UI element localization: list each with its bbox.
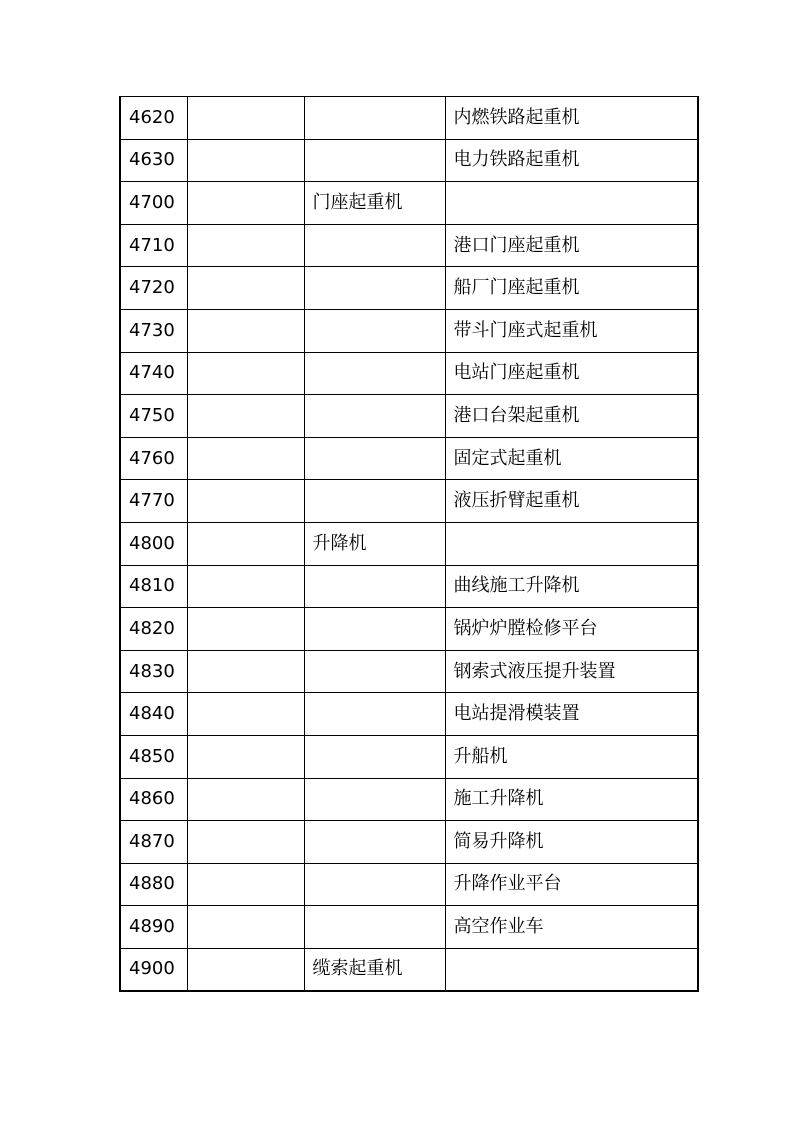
variety-cell: 简易升降机 [445, 821, 698, 864]
category-cell [187, 182, 304, 225]
table-row [120, 650, 698, 693]
category-cell [187, 352, 304, 395]
type-cell [304, 97, 445, 140]
code-cell: 4760 [120, 437, 187, 480]
code-cell: 4850 [120, 735, 187, 778]
category-cell [187, 735, 304, 778]
type-cell [304, 693, 445, 736]
category-cell [187, 395, 304, 438]
code-cell: 4860 [120, 778, 187, 821]
code-cell: 4710 [120, 224, 187, 267]
code-cell: 4820 [120, 608, 187, 651]
table-row [120, 565, 698, 608]
code-cell: 4900 [120, 948, 187, 991]
code-cell: 4630 [120, 139, 187, 182]
type-cell [304, 139, 445, 182]
variety-cell: 内燃铁路起重机 [445, 97, 698, 140]
table-row [120, 267, 698, 310]
type-cell: 缆索起重机 [304, 948, 445, 991]
code-cell: 4620 [120, 97, 187, 140]
variety-cell: 液压折臂起重机 [445, 480, 698, 523]
category-cell [187, 650, 304, 693]
category-cell [187, 309, 304, 352]
variety-cell: 电站提滑模装置 [445, 693, 698, 736]
category-cell [187, 267, 304, 310]
type-cell [304, 821, 445, 864]
table-row [120, 182, 698, 225]
type-cell [304, 650, 445, 693]
equipment-code-table [119, 96, 699, 992]
code-cell: 4770 [120, 480, 187, 523]
category-cell [187, 778, 304, 821]
variety-cell: 固定式起重机 [445, 437, 698, 480]
category-cell [187, 906, 304, 949]
variety-cell: 港口门座起重机 [445, 224, 698, 267]
variety-cell [445, 522, 698, 565]
variety-cell: 施工升降机 [445, 778, 698, 821]
category-cell [187, 863, 304, 906]
category-cell [187, 224, 304, 267]
table-row [120, 395, 698, 438]
code-cell: 4750 [120, 395, 187, 438]
table-row [120, 224, 698, 267]
type-cell [304, 778, 445, 821]
category-cell [187, 608, 304, 651]
variety-cell [445, 948, 698, 991]
variety-cell: 锅炉炉膛检修平台 [445, 608, 698, 651]
category-cell [187, 97, 304, 140]
code-cell: 4700 [120, 182, 187, 225]
code-cell: 4810 [120, 565, 187, 608]
type-cell [304, 735, 445, 778]
table-row [120, 863, 698, 906]
table-row [120, 948, 698, 991]
table-row [120, 693, 698, 736]
category-cell [187, 821, 304, 864]
table-row [120, 608, 698, 651]
code-cell: 4800 [120, 522, 187, 565]
type-cell [304, 224, 445, 267]
type-cell [304, 267, 445, 310]
variety-cell: 电力铁路起重机 [445, 139, 698, 182]
type-cell [304, 395, 445, 438]
table-body [120, 97, 698, 991]
table-row [120, 309, 698, 352]
table-row [120, 480, 698, 523]
variety-cell: 曲线施工升降机 [445, 565, 698, 608]
type-cell [304, 480, 445, 523]
variety-cell: 高空作业车 [445, 906, 698, 949]
category-cell [187, 948, 304, 991]
type-cell: 门座起重机 [304, 182, 445, 225]
code-cell: 4720 [120, 267, 187, 310]
type-cell [304, 863, 445, 906]
variety-cell: 电站门座起重机 [445, 352, 698, 395]
category-cell [187, 522, 304, 565]
code-cell: 4870 [120, 821, 187, 864]
type-cell [304, 437, 445, 480]
code-cell: 4840 [120, 693, 187, 736]
variety-cell: 港口台架起重机 [445, 395, 698, 438]
code-cell: 4830 [120, 650, 187, 693]
table-row [120, 522, 698, 565]
variety-cell: 船厂门座起重机 [445, 267, 698, 310]
code-cell: 4880 [120, 863, 187, 906]
category-cell [187, 693, 304, 736]
category-cell [187, 139, 304, 182]
table-row [120, 778, 698, 821]
table-row [120, 821, 698, 864]
type-cell [304, 309, 445, 352]
type-cell [304, 906, 445, 949]
table-row [120, 97, 698, 140]
type-cell [304, 565, 445, 608]
category-cell [187, 565, 304, 608]
code-cell: 4890 [120, 906, 187, 949]
table-row [120, 906, 698, 949]
category-cell [187, 480, 304, 523]
variety-cell: 带斗门座式起重机 [445, 309, 698, 352]
type-cell: 升降机 [304, 522, 445, 565]
variety-cell: 升船机 [445, 735, 698, 778]
variety-cell: 钢索式液压提升装置 [445, 650, 698, 693]
type-cell [304, 352, 445, 395]
code-cell: 4740 [120, 352, 187, 395]
type-cell [304, 608, 445, 651]
variety-cell: 升降作业平台 [445, 863, 698, 906]
table-row [120, 735, 698, 778]
category-cell [187, 437, 304, 480]
table-row [120, 139, 698, 182]
code-cell: 4730 [120, 309, 187, 352]
table-row [120, 437, 698, 480]
variety-cell [445, 182, 698, 225]
table-row [120, 352, 698, 395]
